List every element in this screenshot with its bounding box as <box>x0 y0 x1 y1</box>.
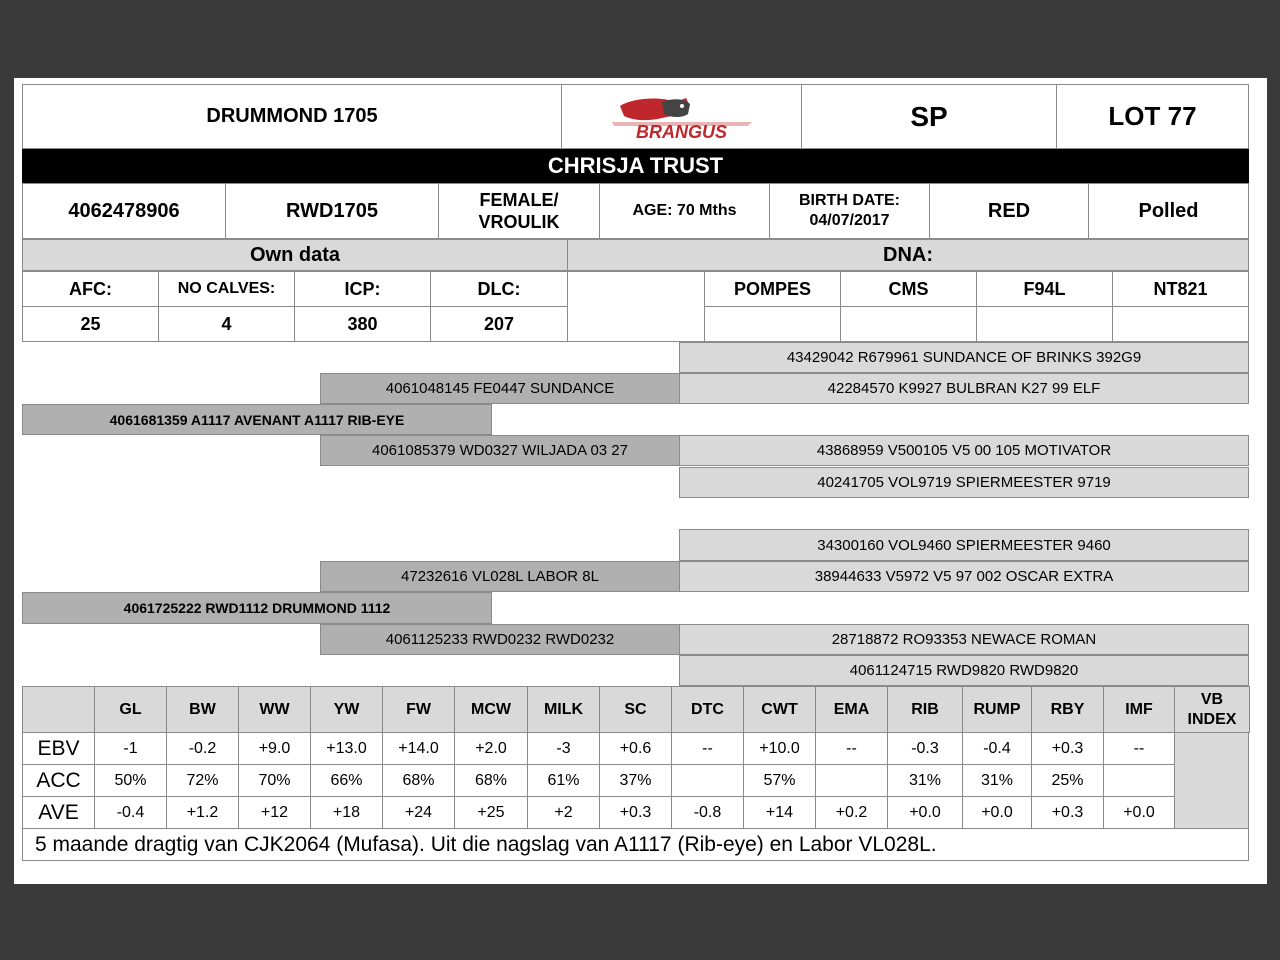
ebv-header-ema: EMA <box>815 686 888 733</box>
pedigree-dam-dam-sire: 28718872 RO93353 NEWACE ROMAN <box>679 624 1249 655</box>
ebv-cell: +25 <box>454 796 528 829</box>
ebv-cell: +10.0 <box>743 732 816 765</box>
ebv-header-cwt: CWT <box>743 686 816 733</box>
ebv-cell: -0.2 <box>166 732 239 765</box>
ebv-header-sc: SC <box>599 686 672 733</box>
icp-value: 380 <box>294 306 431 342</box>
ebv-cell: 25% <box>1031 764 1104 797</box>
ebv-header-bw: BW <box>166 686 239 733</box>
ebv-cell: +12 <box>238 796 311 829</box>
svg-text:BRANGUS: BRANGUS <box>635 121 727 142</box>
ebv-header-milk: MILK <box>527 686 600 733</box>
ebv-cell: -0.4 <box>962 732 1032 765</box>
dlc-value: 207 <box>430 306 568 342</box>
no-calves-header: NO CALVES: <box>158 271 295 307</box>
ebv-cell: 68% <box>454 764 528 797</box>
ebv-header-gl: GL <box>94 686 167 733</box>
ebv-header-imf: IMF <box>1103 686 1175 733</box>
ebv-header-fw: FW <box>382 686 455 733</box>
pedigree-dam-sire-sire: 34300160 VOL9460 SPIERMEESTER 9460 <box>679 529 1249 561</box>
ebv-cell: +0.0 <box>962 796 1032 829</box>
dna-cms-value <box>840 306 977 342</box>
animal-name: DRUMMOND 1705 <box>22 84 562 149</box>
ebv-cell: +18 <box>310 796 383 829</box>
dna-pompes-header: POMPES <box>704 271 841 307</box>
afc-header: AFC: <box>22 271 159 307</box>
ebv-cell: +0.3 <box>1031 732 1104 765</box>
ebv-header-rby: RBY <box>1031 686 1104 733</box>
ebv-cell: 61% <box>527 764 600 797</box>
ebv-cell: +14.0 <box>382 732 455 765</box>
ebv-cell: -0.4 <box>94 796 167 829</box>
ebv-header-mcw: MCW <box>454 686 528 733</box>
ebv-cell: -- <box>1103 732 1175 765</box>
ebv-cell: -3 <box>527 732 600 765</box>
ebv-cell: 57% <box>743 764 816 797</box>
horn-status: Polled <box>1088 183 1249 239</box>
category-label: SP <box>801 84 1057 149</box>
dna-f94l-header: F94L <box>976 271 1113 307</box>
pedigree-sire-dam-sire: 43868959 V500105 V5 00 105 MOTIVATOR <box>679 435 1249 466</box>
dna-f94l-value <box>976 306 1113 342</box>
ebv-cell: -0.3 <box>887 732 963 765</box>
pedigree-sire-sire-sire: 43429042 R679961 SUNDANCE OF BRINKS 392G9 <box>679 342 1249 373</box>
ebv-cell: +0.0 <box>1103 796 1175 829</box>
own-data-title: Own data <box>22 239 568 271</box>
pedigree-dam-dam: 4061125233 RWD0232 RWD0232 <box>320 624 680 655</box>
remarks-note: 5 maande dragtig van CJK2064 (Mufasa). Uit die nagslag van A1117 (Rib-eye) en Labor VL028L. <box>22 828 1249 861</box>
ebv-header-yw: YW <box>310 686 383 733</box>
bull-logo-icon <box>602 92 762 142</box>
ebv-row-label-acc: ACC <box>22 764 95 797</box>
pedigree-sire: 4061681359 A1117 AVENANT A1117 RIB-EYE <box>22 404 492 435</box>
ebv-cell: -0.8 <box>671 796 744 829</box>
ebv-cell: 68% <box>382 764 455 797</box>
pedigree-sire-sire-dam: 42284570 K9927 BULBRAN K27 99 ELF <box>679 373 1249 404</box>
pedigree-dam: 4061725222 RWD1112 DRUMMOND 1112 <box>22 592 492 624</box>
pedigree-sire-dam: 4061085379 WD0327 WILJADA 03 27 <box>320 435 680 466</box>
ebv-row-label-ave: AVE <box>22 796 95 829</box>
pedigree-sire-dam-dam: 40241705 VOL9719 SPIERMEESTER 9719 <box>679 467 1249 498</box>
ebv-cell: +9.0 <box>238 732 311 765</box>
ebv-cell <box>671 764 744 797</box>
lot-card <box>14 78 1267 884</box>
dna-pompes-value <box>704 306 841 342</box>
brangus-logo <box>561 84 802 149</box>
ebv-cell: +2.0 <box>454 732 528 765</box>
pedigree-sire-sire: 4061048145 FE0447 SUNDANCE <box>320 373 680 404</box>
ebv-cell: 31% <box>887 764 963 797</box>
ebv-cell: 72% <box>166 764 239 797</box>
dna-title: DNA: <box>567 239 1249 271</box>
dlc-header: DLC: <box>430 271 568 307</box>
ebv-header-dtc: DTC <box>671 686 744 733</box>
dna-nt821-header: NT821 <box>1112 271 1249 307</box>
owner-bar: CHRISJA TRUST <box>22 149 1249 183</box>
ebv-cell: +0.0 <box>887 796 963 829</box>
icp-header: ICP: <box>294 271 431 307</box>
lot-number: LOT 77 <box>1056 84 1249 149</box>
pedigree-dam-sire-dam: 38944633 V5972 V5 97 002 OSCAR EXTRA <box>679 561 1249 592</box>
ebv-cell: 50% <box>94 764 167 797</box>
animal-age: AGE: 70 Mths <box>599 183 770 239</box>
ebv-header-ww: WW <box>238 686 311 733</box>
ebv-cell: +1.2 <box>166 796 239 829</box>
ebv-cell: 37% <box>599 764 672 797</box>
animal-sex: FEMALE/ VROULIK <box>438 183 600 239</box>
ebv-cell: +2 <box>527 796 600 829</box>
ebv-cell: +14 <box>743 796 816 829</box>
dna-nt821-value <box>1112 306 1249 342</box>
afc-value: 25 <box>22 306 159 342</box>
ebv-cell: +13.0 <box>310 732 383 765</box>
ebv-header-rib: RIB <box>887 686 963 733</box>
ebv-cell: +0.3 <box>599 796 672 829</box>
no-calves-value: 4 <box>158 306 295 342</box>
dna-cms-header: CMS <box>840 271 977 307</box>
ebv-header-rump: RUMP <box>962 686 1032 733</box>
ebv-cell: -- <box>671 732 744 765</box>
birth-date: BIRTH DATE: 04/07/2017 <box>769 183 930 239</box>
ebv-cell: +0.2 <box>815 796 888 829</box>
ebv-cell: -- <box>815 732 888 765</box>
pedigree-dam-dam-dam: 4061124715 RWD9820 RWD9820 <box>679 655 1249 686</box>
dna-blank-cell <box>567 271 705 342</box>
animal-color: RED <box>929 183 1089 239</box>
ebv-cell: -1 <box>94 732 167 765</box>
ebv-cell: +0.6 <box>599 732 672 765</box>
ebv-cell <box>1103 764 1175 797</box>
ebv-header-vb-index: VB INDEX <box>1174 686 1250 733</box>
ebv-cell: 31% <box>962 764 1032 797</box>
vb-index-value <box>1174 732 1249 829</box>
ebv-cell: 70% <box>238 764 311 797</box>
ebv-cell: 66% <box>310 764 383 797</box>
pedigree-dam-sire: 47232616 VL028L LABOR 8L <box>320 561 680 592</box>
animal-tag: RWD1705 <box>225 183 439 239</box>
ebv-cell <box>815 764 888 797</box>
ebv-cell: +0.3 <box>1031 796 1104 829</box>
ebv-corner-cell <box>22 686 95 733</box>
animal-id: 4062478906 <box>22 183 226 239</box>
ebv-cell: +24 <box>382 796 455 829</box>
ebv-row-label-ebv: EBV <box>22 732 95 765</box>
